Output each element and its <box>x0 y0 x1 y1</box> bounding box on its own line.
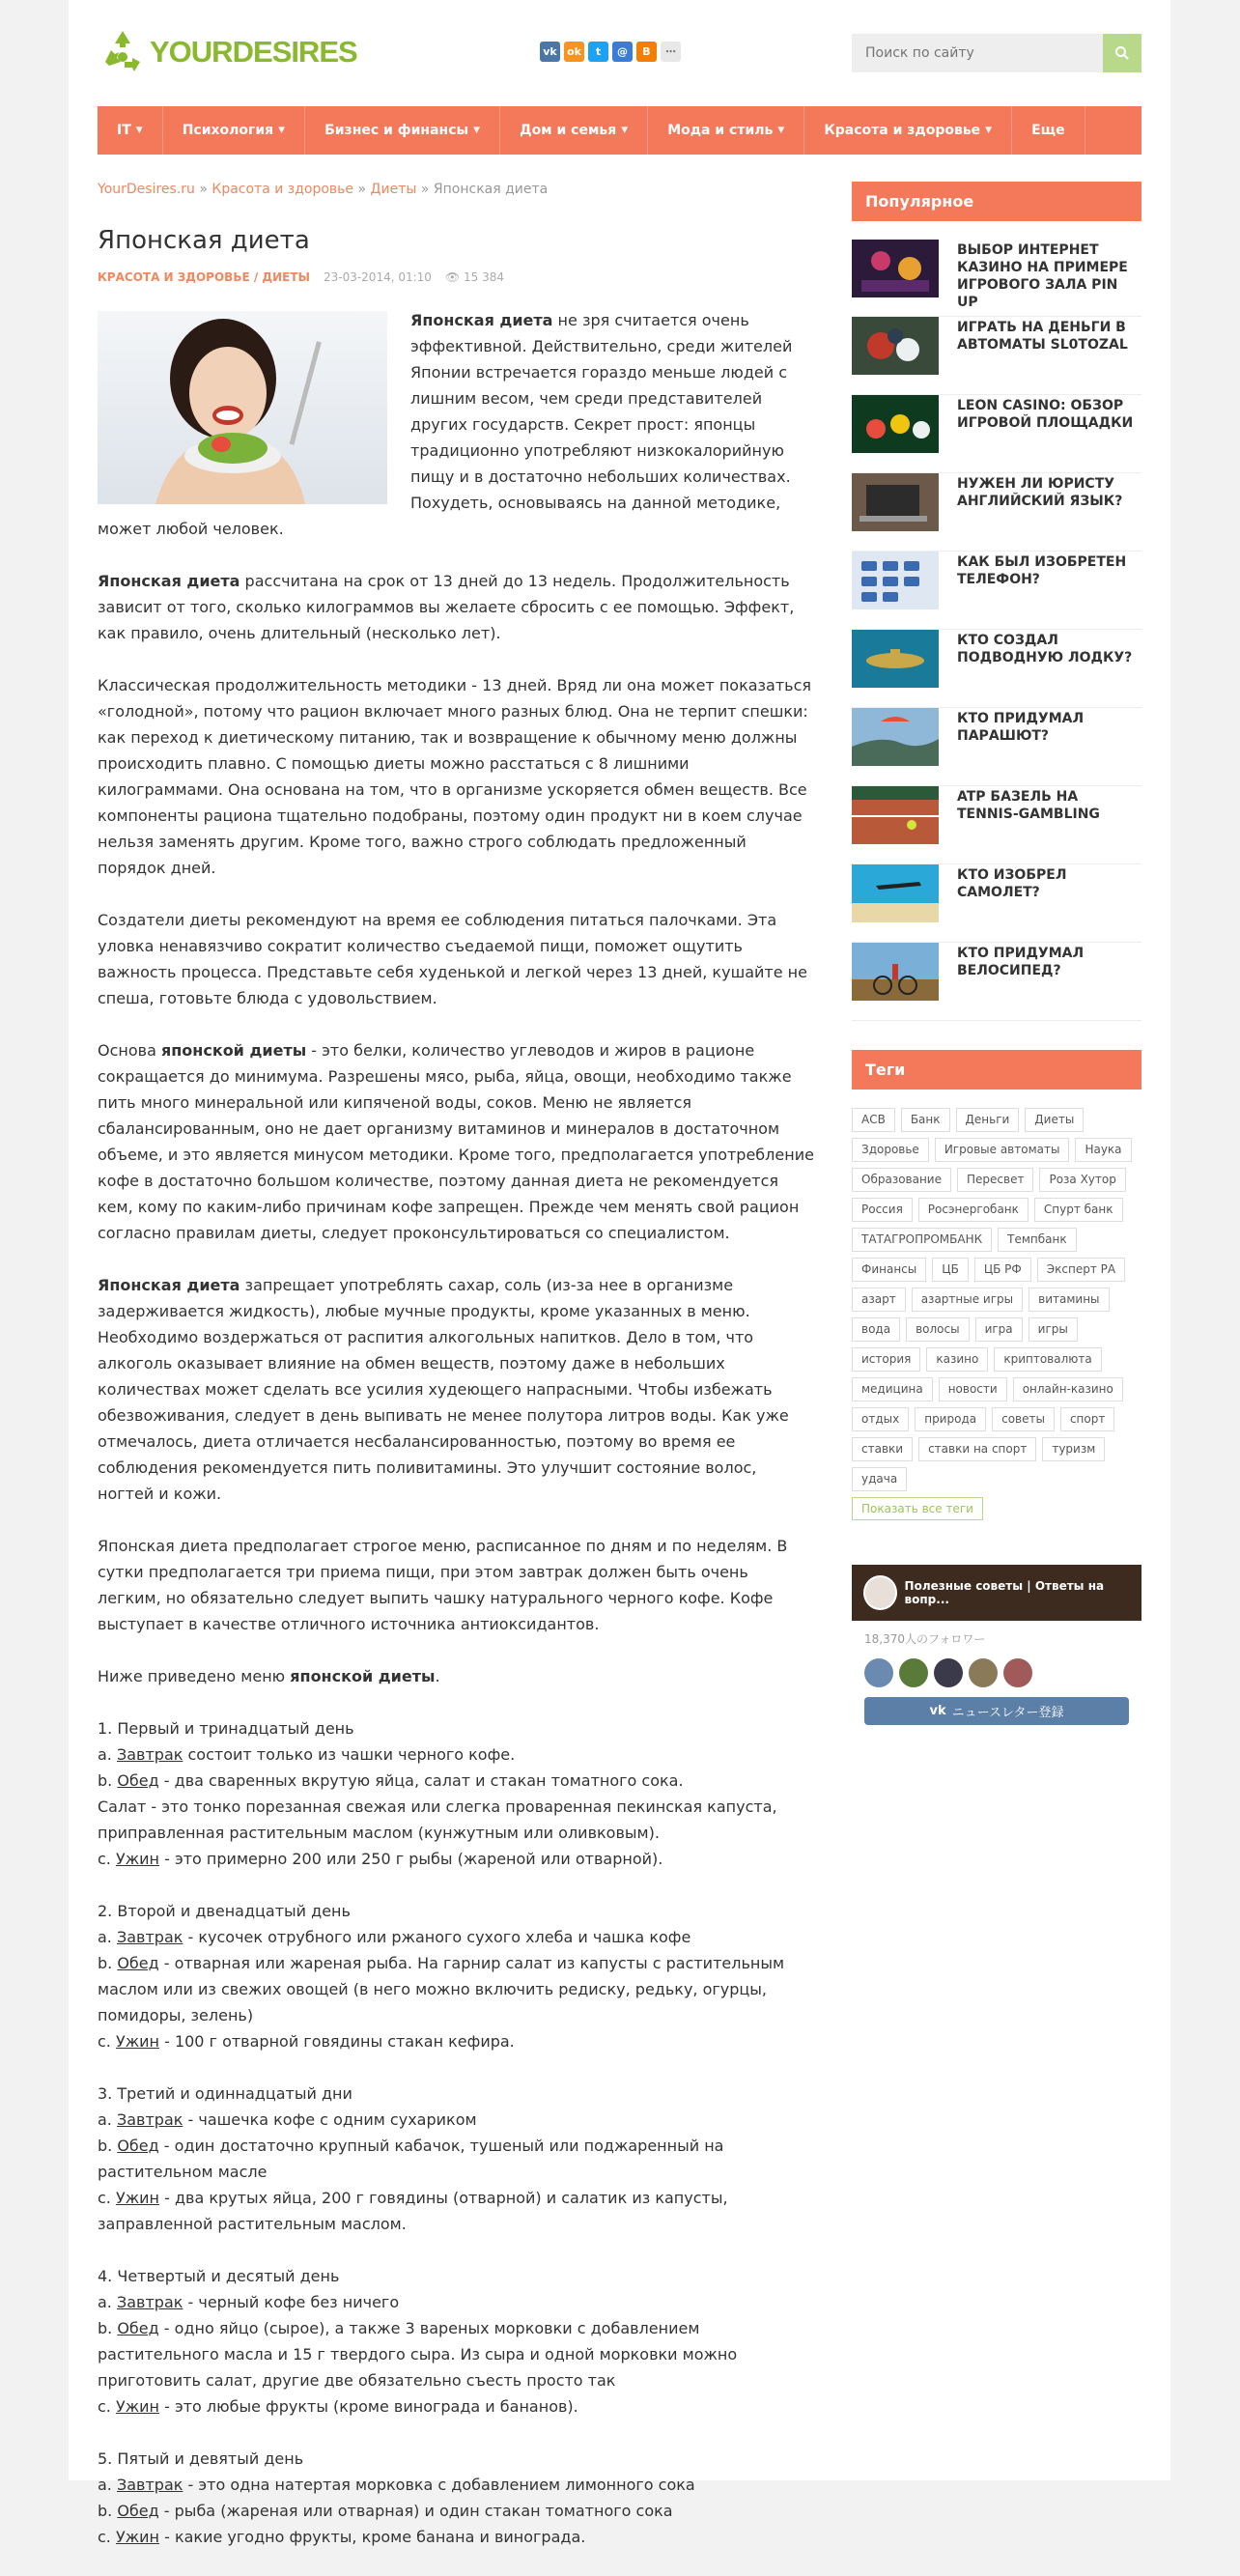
meal-label: Ужин <box>115 1850 159 1868</box>
paragraph-text: Основа <box>98 1041 161 1060</box>
bold-text: Японская диета <box>410 311 553 329</box>
tag[interactable]: онлайн-казино <box>1013 1377 1123 1401</box>
tag[interactable]: Темпбанк <box>998 1228 1076 1252</box>
tag[interactable]: Роза Хутор <box>1039 1168 1125 1192</box>
popular-item[interactable] <box>852 239 1141 317</box>
article-meta <box>98 270 816 284</box>
menu-day <box>98 2446 816 2550</box>
nav-item-beauty[interactable] <box>804 106 1012 155</box>
tag[interactable]: азартные игры <box>912 1288 1023 1312</box>
nav-label: Еще <box>1031 123 1065 138</box>
paragraph <box>98 1533 816 1637</box>
tag[interactable]: медицина <box>852 1377 933 1401</box>
meal-label: Завтрак <box>116 2293 183 2311</box>
chevron-down-icon: ▼ <box>777 126 785 135</box>
tag[interactable]: ЦБ <box>932 1258 969 1282</box>
tag[interactable]: казино <box>926 1347 988 1372</box>
breadcrumb-category[interactable]: Красота и здоровье <box>211 182 354 197</box>
paragraph-text: Японская диета предполагает строгое меню, расписанное по дням и по неделям. В сутки предполагается три приема пищи, при этом завтрак должен быть очень легким, но обязательно следует выпить чашку натурального черного кофе. Кофе выступает в качестве отличного источника антиоксидантов. <box>98 1537 788 1633</box>
breadcrumb-sep: » <box>357 182 367 197</box>
avatar <box>934 1658 963 1687</box>
tag[interactable]: новости <box>939 1377 1007 1401</box>
show-all-tags-button[interactable]: Показать все теги <box>852 1497 983 1520</box>
paragraph-text: запрещает употреблять сахар, соль (из-за нее в организме задерживается жидкость), любые мучные продукты, кроме указанных в меню. Необходимо воздержаться от распития алкогольных напитков. Дело в том, что алкоголь оказывает влияние на обмен веществ, поэтому даже в небольших количествах может сделать все усилия худеющего напрасными. Чтобы избежать обезвоживания, следует в день выпивать не менее полутора литров воды. Как уже отмечалось, диета отличается несбалансированностью, поэтому во время ее соблюдения рекомендуется пить поливитамины. Это улучшит состояние волос, ногтей и кожи. <box>98 1276 789 1503</box>
menu-day-title: 4. Четвертый и десятый день <box>98 2267 340 2285</box>
meal-label: Завтрак <box>116 1745 183 1764</box>
tag[interactable]: Банк <box>901 1108 950 1132</box>
popular-item[interactable] <box>852 943 1141 1021</box>
tag[interactable]: Финансы <box>852 1258 926 1282</box>
tag[interactable]: советы <box>992 1407 1055 1431</box>
meal-text: Салат - это тонко порезанная свежая или слегка проваренная пекинская капуста, приправленная растительным маслом (кунжутным или оливковым). <box>98 1798 777 1842</box>
meal-label: Ужин <box>115 2528 159 2546</box>
tag[interactable]: удача <box>852 1467 907 1491</box>
vk-followers: 18,370人のフォロワー <box>864 1632 986 1646</box>
meal-text: - одно яйцо (сырое), а также 3 вареных морковки с добавлением растительного масла и 15 г твердого сыра. Из сыра и одной морковки можно приготовить салат, другие две обязательно съесть просто так <box>98 2319 738 2390</box>
meal-text: - это примерно 200 или 250 г рыбы (жареной или отварной). <box>159 1850 663 1868</box>
logo-part-your: YOUR <box>150 35 233 69</box>
popular-list <box>852 239 1141 1021</box>
category-link[interactable]: ДИЕТЫ <box>262 270 310 284</box>
meal-text: - какие угодно фрукты, кроме банана и винограда. <box>159 2528 586 2546</box>
sidebar <box>852 182 1141 1725</box>
tag[interactable]: ТАТАГРОПРОМБАНК <box>852 1228 992 1252</box>
tag[interactable]: АСВ <box>852 1108 895 1132</box>
popular-item[interactable] <box>852 864 1141 943</box>
meal-text: - черный кофе без ничего <box>183 2293 400 2311</box>
popular-thumbnail <box>852 708 939 766</box>
nav-item-business[interactable] <box>305 106 500 155</box>
nav-label: Мода и стиль <box>667 123 774 138</box>
more-icon[interactable]: ⋯ <box>661 42 681 62</box>
search-icon <box>1114 45 1130 61</box>
tag[interactable]: игра <box>975 1317 1023 1342</box>
article-views <box>445 270 504 284</box>
popular-title: LEON CASINO: ОБЗОР ИГРОВОЙ ПЛОЩАДКИ <box>957 398 1134 431</box>
page <box>69 0 1170 2546</box>
popular-title: ИГРАТЬ НА ДЕНЬГИ В АВТОМАТЫ SL0TOZAL <box>957 320 1128 353</box>
nav-label: IT <box>117 123 131 138</box>
popular-item[interactable] <box>852 473 1141 552</box>
main-nav <box>98 106 1141 155</box>
menu-day <box>98 1898 816 2054</box>
tag-cloud <box>852 1108 1141 1491</box>
article-body <box>98 307 816 2550</box>
nav-label: Красота и здоровье <box>824 123 981 138</box>
popular-item[interactable] <box>852 395 1141 473</box>
paragraph <box>98 1272 816 1507</box>
menu-day <box>98 1715 816 1872</box>
category-link[interactable]: КРАСОТА И ЗДОРОВЬЕ <box>98 270 250 284</box>
tag[interactable]: ставки на спорт <box>918 1437 1036 1461</box>
avatar <box>864 1658 893 1687</box>
menu-prefix: c. <box>98 1850 116 1868</box>
search-box <box>852 34 1141 72</box>
paragraph <box>98 1663 816 1689</box>
twitter-icon[interactable]: t <box>588 42 608 62</box>
menu-day-title: 5. Пятый и девятый день <box>98 2449 304 2468</box>
menu-day-title: 3. Третий и одиннадцатый дни <box>98 2084 352 2103</box>
menu-prefix: c. <box>98 2397 116 2416</box>
meal-label: Обед <box>117 1954 159 1972</box>
meal-text: состоит только из чашки черного кофе. <box>183 1745 516 1764</box>
paragraph-text: рассчитана на срок от 13 дней до 13 недель. Продолжительность зависит от того, сколько килограммов вы желаете сбросить с ее помощью. Эффект, как правило, очень длительный (несколько лет). <box>98 572 795 642</box>
logo-text <box>150 35 357 70</box>
nav-item-it[interactable] <box>98 106 163 155</box>
odnoklassniki-icon[interactable]: ok <box>564 42 584 62</box>
popular-thumbnail <box>852 317 939 375</box>
menu-day-title: 1. Первый и тринадцатый день <box>98 1719 354 1738</box>
vk-subscribe-button[interactable] <box>864 1697 1129 1725</box>
vk-widget-header[interactable] <box>852 1565 1141 1621</box>
chevron-down-icon: ▼ <box>621 126 629 135</box>
avatar <box>1003 1658 1032 1687</box>
chevron-down-icon: ▼ <box>473 126 481 135</box>
tags-widget <box>852 1050 1141 1520</box>
popular-item[interactable] <box>852 630 1141 708</box>
tag[interactable]: история <box>852 1347 920 1372</box>
views-count: 15 384 <box>463 270 504 284</box>
meal-label: Обед <box>117 2319 159 2337</box>
vk-icon: vk <box>929 1704 946 1718</box>
tag[interactable]: Россия <box>852 1198 913 1222</box>
menu-prefix: b. <box>98 1954 118 1972</box>
breadcrumb <box>98 182 816 205</box>
meal-text: - кусочек отрубного или ржаного сухого хлеба и чашка кофе <box>183 1928 691 1946</box>
popular-thumbnail <box>852 240 939 297</box>
paragraph-text: не зря считается очень эффективной. Действительно, среди жителей Японии встречается гораздо меньше людей с лишним весом, чем среди представителей других государств. Секрет прост: японцы традиционно употребляют низкокалорийную пищу и в достаточно небольших количествах. Похудеть, основываясь на данной методике, может любой человек. <box>98 311 793 538</box>
tag[interactable]: Наука <box>1075 1138 1131 1162</box>
meal-label: Обед <box>117 1771 159 1790</box>
vk-group-name: Полезные советы | Ответы на вопр... <box>904 1579 1105 1606</box>
search-button[interactable] <box>1103 34 1141 72</box>
page-title: Японская диета <box>98 226 310 255</box>
tag[interactable]: Деньги <box>956 1108 1020 1132</box>
menu-prefix: a. <box>98 1745 117 1764</box>
paragraph <box>98 1037 816 1246</box>
nav-label: Бизнес и финансы <box>324 123 469 138</box>
meal-label: Обед <box>117 2137 159 2155</box>
bold-text: Японская диета <box>98 572 240 590</box>
menu-prefix: a. <box>98 1928 117 1946</box>
tag[interactable]: природа <box>915 1407 986 1431</box>
popular-thumbnail <box>852 395 939 453</box>
tag[interactable]: Образование <box>852 1168 951 1192</box>
meal-text: - два крутых яйца, 200 г говядины (отварной) и салатик из капусты, заправленной растительным маслом. <box>98 2189 728 2233</box>
popular-title: НУЖЕН ЛИ ЮРИСТУ АНГЛИЙСКИЙ ЯЗЫК? <box>957 476 1123 509</box>
search-input[interactable] <box>852 34 1103 72</box>
popular-item[interactable] <box>852 552 1141 630</box>
popular-thumbnail <box>852 552 939 609</box>
breadcrumb-sep: » <box>420 182 430 197</box>
meal-text: - это любые фрукты (кроме винограда и бананов). <box>159 2397 578 2416</box>
mailru-icon[interactable]: @ <box>612 42 633 62</box>
popular-thumbnail <box>852 864 939 922</box>
vk-icon[interactable]: vk <box>540 42 560 62</box>
paragraph <box>98 672 816 881</box>
nav-item-psychology[interactable] <box>163 106 305 155</box>
popular-title: КТО СОЗДАЛ ПОДВОДНУЮ ЛОДКУ? <box>957 633 1133 665</box>
breadcrumb-subcategory[interactable]: Диеты <box>370 182 417 197</box>
popular-title: КТО ПРИДУМАЛ ПАРАШЮТ? <box>957 711 1085 744</box>
meal-label: Завтрак <box>116 2110 183 2129</box>
menu-prefix: c. <box>98 2189 116 2207</box>
chevron-down-icon: ▼ <box>278 126 286 135</box>
menu-prefix: a. <box>98 2110 117 2129</box>
meal-text: - два сваренных вкрутую яйца, салат и стакан томатного сока. <box>158 1771 684 1790</box>
avatar <box>899 1658 928 1687</box>
avatar <box>863 1575 897 1610</box>
popular-thumbnail <box>852 786 939 844</box>
menu-day <box>98 2263 816 2420</box>
tag[interactable]: Игровые автоматы <box>935 1138 1070 1162</box>
nav-item-fashion[interactable] <box>648 106 804 155</box>
meal-label: Ужин <box>115 2189 159 2207</box>
menu-prefix: c. <box>98 2032 116 2051</box>
tag[interactable]: волосы <box>906 1317 970 1342</box>
tag[interactable]: Пересвет <box>957 1168 1033 1192</box>
meal-label: Обед <box>117 2502 159 2520</box>
vk-widget <box>852 1565 1141 1725</box>
tag[interactable]: спорт <box>1060 1407 1114 1431</box>
recycle-logo-icon <box>98 27 148 77</box>
logo-part-desires: DESIRES <box>232 35 357 69</box>
meal-label: Завтрак <box>116 1928 183 1946</box>
tag[interactable]: Спурт банк <box>1034 1198 1123 1222</box>
tags-heading: Теги <box>852 1050 1141 1090</box>
popular-title: ВЫБОР ИНТЕРНЕТ КАЗИНО НА ПРИМЕРЕ ИГРОВОГО ЗАЛА PIN UP <box>957 242 1128 310</box>
tag[interactable]: туризм <box>1042 1437 1105 1461</box>
meal-label: Завтрак <box>116 2476 183 2494</box>
paragraph-text: . <box>435 1667 440 1685</box>
chevron-down-icon: ▼ <box>985 126 993 135</box>
meal-text: - 100 г отварной говядины стакан кефира. <box>159 2032 515 2051</box>
meal-text: - рыба (жареная или отварная) и один стакан томатного сока <box>158 2502 673 2520</box>
popular-item[interactable] <box>852 317 1141 395</box>
avatar <box>969 1658 998 1687</box>
tag[interactable]: азарт <box>852 1288 906 1312</box>
article-date: 23-03-2014, 01:10 <box>323 270 432 284</box>
bold-text: японской диеты <box>290 1667 436 1685</box>
popular-title: ATP БАЗЕЛЬ НА TENNIS-GAMBLING <box>957 789 1100 822</box>
vk-follower-avatars <box>864 1658 1141 1687</box>
menu-day <box>98 2081 816 2237</box>
bold-text: японской диеты <box>160 1041 307 1060</box>
vk-subscribe-label: ニュースレター登録 <box>951 1706 1064 1720</box>
paragraph-text: Классическая продолжительность методики - 13 дней. Вряд ли она может показаться «голодной», потому что рацион включает много разных блюд. Она не терпит спешки: как переход к диетическому питанию, так и возвращение к обычному меню должны происходить плавно. С помощью диеты можно расстаться с 8 лишними килограммами. Она основана на том, что в организме ускоряется обмен веществ. Все компоненты рациона тщательно подобраны, поэтому один продукт ни в коем случае нельзя заменять другим. Кроме того, важно строго соблюдать предложенный порядок дней. <box>98 676 812 877</box>
popular-thumbnail <box>852 630 939 688</box>
paragraph-text: Создатели диеты рекомендуют на время ее соблюдения питаться палочками. Эта уловка ненавязчиво сократит количество съедаемой пищи, поможет ощутить важность процесса. Представьте себя худенькой и легкой через 13 дней, кушайте не спеша, готовьте блюда с удовольствием. <box>98 911 807 1007</box>
tag[interactable]: витамины <box>1029 1288 1109 1312</box>
popular-item[interactable] <box>852 708 1141 786</box>
breadcrumb-sep: » <box>199 182 208 197</box>
popular-title: КТО ПРИДУМАЛ ВЕЛОСИПЕД? <box>957 946 1085 978</box>
meal-text: - это одна натертая морковка с добавлением лимонного сока <box>183 2476 695 2494</box>
menu-prefix: b. <box>98 2319 118 2337</box>
meal-label: Ужин <box>115 2397 159 2416</box>
menu-prefix: b. <box>98 2137 118 2155</box>
tag[interactable]: Эксперт РА <box>1037 1258 1125 1282</box>
tag[interactable]: Росэнергобанк <box>918 1198 1029 1222</box>
menu-prefix: c. <box>98 2528 116 2546</box>
paragraph-text: Ниже приведено меню <box>98 1667 291 1685</box>
popular-thumbnail <box>852 473 939 531</box>
popular-thumbnail <box>852 943 939 1001</box>
chevron-down-icon: ▼ <box>135 126 143 135</box>
paragraph-text: - это белки, количество углеводов и жиров в рационе сокращается до минимума. Разрешены мясо, рыба, яйца, овощи, необходимо также пить много минеральной или кипяченой воды, соков. Меню не является сбалансированным, оно не дает организму витаминов и минералов в достаточном объеме, и это является минусом методики. Кроме того, предполагается употребление кофе в достаточно большом количестве, поэтому данная диета не рекомендуется кем, кому по каким-либо причинам кофе запрещен. Прежде чем менять свой рацион согласно правилам диеты, следует проконсультироваться со специалистом. <box>98 1041 814 1242</box>
article-categories: КРАСОТА И ЗДОРОВЬЕ / ДИЕТЫ <box>98 270 310 284</box>
share-bar <box>540 42 681 62</box>
meal-text: - чашечка кофе с одним сухариком <box>183 2110 477 2129</box>
blogger-icon[interactable]: B <box>636 42 657 62</box>
nav-label: Психология <box>182 123 274 138</box>
site-logo[interactable] <box>98 25 357 79</box>
meal-text: - отварная или жареная рыба. На гарнир салат из капусты с растительным маслом или из свежих овощей (в него можно включить редиску, редьку, огурцы, помидоры, зелень) <box>98 1954 785 2024</box>
meal-text: - один достаточно крупный кабачок, тушеный или поджаренный на растительном масле <box>98 2137 724 2181</box>
meal-label: Ужин <box>115 2032 159 2051</box>
tag[interactable]: отдых <box>852 1407 909 1431</box>
nav-item-home[interactable] <box>500 106 648 155</box>
tag[interactable]: Здоровье <box>852 1138 929 1162</box>
tag[interactable]: вода <box>852 1317 900 1342</box>
breadcrumb-current: Японская диета <box>433 182 549 197</box>
popular-title: КАК БЫЛ ИЗОБРЕТЕН ТЕЛЕФОН? <box>957 554 1127 587</box>
popular-item[interactable] <box>852 786 1141 864</box>
menu-prefix: b. <box>98 2502 118 2520</box>
eye-icon: 👁 <box>444 270 461 284</box>
nav-item-more[interactable] <box>1012 106 1085 155</box>
menu-prefix: a. <box>98 2476 117 2494</box>
menu-prefix: a. <box>98 2293 117 2311</box>
tag[interactable]: Диеты <box>1025 1108 1084 1132</box>
article-image <box>98 311 387 504</box>
menu-prefix: b. <box>98 1771 118 1790</box>
tag[interactable]: ставки <box>852 1437 913 1461</box>
tag[interactable]: игры <box>1029 1317 1078 1342</box>
tag[interactable]: криптовалюта <box>994 1347 1101 1372</box>
popular-title: КТО ИЗОБРЕЛ САМОЛЕТ? <box>957 867 1067 900</box>
bold-text: Японская диета <box>98 1276 240 1294</box>
paragraph <box>98 907 816 1011</box>
menu-day-title: 2. Второй и двенадцатый день <box>98 1902 351 1920</box>
tag[interactable]: ЦБ РФ <box>974 1258 1031 1282</box>
breadcrumb-home[interactable]: YourDesires.ru <box>98 182 195 197</box>
main-content <box>98 182 816 2576</box>
paragraph <box>98 568 816 646</box>
popular-heading: Популярное <box>852 182 1141 221</box>
nav-label: Дом и семья <box>520 123 617 138</box>
